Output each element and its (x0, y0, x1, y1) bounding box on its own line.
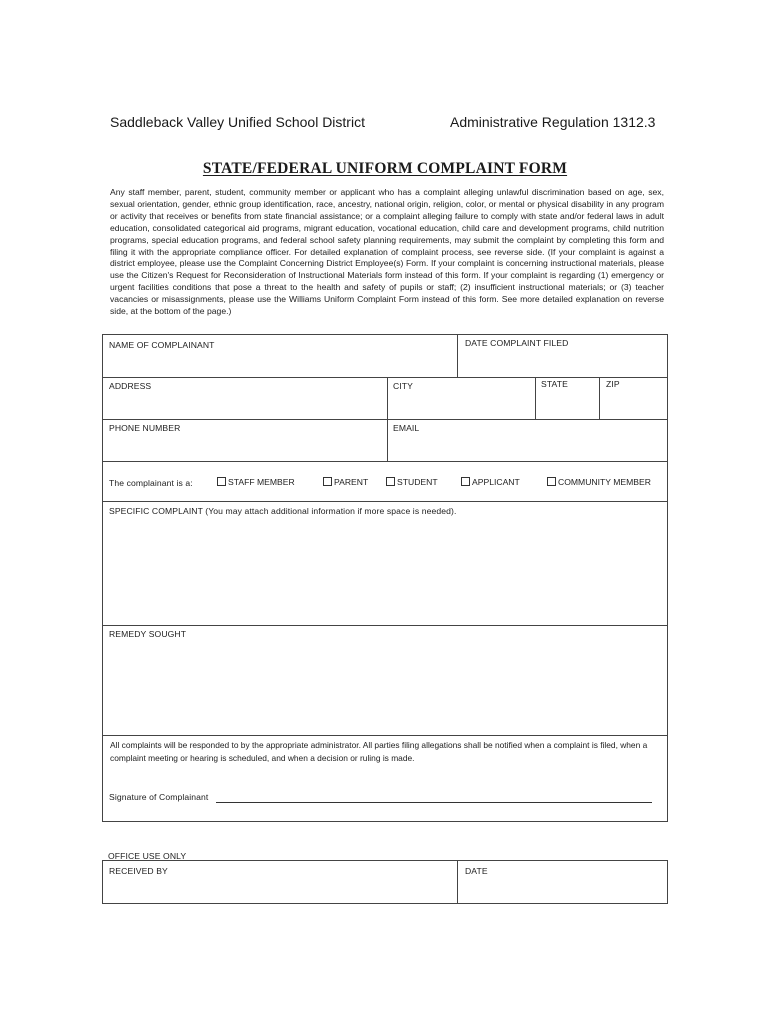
checkbox-label: COMMUNITY MEMBER (558, 477, 651, 487)
checkbox-square (547, 477, 556, 486)
received-by-field[interactable]: RECEIVED BY (109, 866, 168, 876)
applicant-checkbox[interactable] (461, 477, 520, 487)
response-note: All complaints will be responded to by the appropriate administrator. All parties filing allegations shall be notified when a complaint is filed, when a complaint meeting or hearing is scheduled, and when a decision or ruling is made. (110, 740, 648, 763)
checkbox-label: STUDENT (397, 477, 438, 487)
district-name: Saddleback Valley Unified School District (110, 114, 365, 130)
complainant-type-label: The complainant is a: (109, 478, 193, 488)
specific-complaint-field[interactable]: SPECIFIC COMPLAINT (You may attach additional information if more space is needed). (109, 506, 457, 516)
checkbox-label: STAFF MEMBER (228, 477, 295, 487)
divider (599, 377, 600, 419)
date-complaint-filed-field[interactable]: DATE COMPLAINT FILED (465, 338, 569, 348)
divider (457, 335, 458, 377)
form-title-text: STATE/FEDERAL UNIFORM COMPLAINT FORM (202, 160, 568, 177)
address-field[interactable]: ADDRESS (109, 381, 152, 391)
divider (103, 419, 667, 420)
office-use-box (102, 860, 668, 904)
divider (535, 377, 536, 419)
name-of-complainant-field[interactable]: NAME OF COMPLAINANT (109, 340, 215, 350)
intro-paragraph: Any staff member, parent, student, community member or applicant who has a complaint alleging unlawful discrimination based on age, sex, sexual orientation, gender, ethnic group identification, race, ancestry, national origin, religion, color, or mental or physical disability in any program or activity that receives or benefits from state financial assistance; or a complaint alleging failure to comply with state and/or federal laws in adult education, consolidated categorical aid programs, migrant education, vocational education, child care and development programs, child nutrition programs, special education programs, and federal school safety planning requirements, may submit the complaint by completing this form and filing it with the appropriate compliance officer. For detailed explanation of complaint process, see reverse side. (If your complaint is against a district employee, please use the Complaint Concerning District Employee(s) Form. If your complaint is concerning instructional materials, please use the Citizen's Request for Reconsideration of Instructional Materials form instead of this form. If your complaint is regarding (1) emergency or urgent facilities conditions that pose a threat to the health and safety of pupils or staff; (2) insufficient instructional materials; or (3) teacher vacancies or misassignments, please use the Williams Uniform Complaint Form instead of this form. See more detailed explanation on reverse side, at the bottom of the page.) (110, 187, 664, 317)
signature-label: Signature of Complainant (109, 792, 209, 802)
divider (387, 419, 388, 461)
complaint-form-box (102, 334, 668, 822)
phone-number-field[interactable]: PHONE NUMBER (109, 423, 181, 433)
state-field[interactable]: STATE (541, 379, 568, 389)
divider (103, 735, 667, 736)
divider (103, 625, 667, 626)
staff-member-checkbox[interactable] (217, 477, 295, 487)
checkbox-square (386, 477, 395, 486)
city-field[interactable]: CITY (393, 381, 413, 391)
regulation-number: Administrative Regulation 1312.3 (450, 114, 656, 130)
remedy-sought-field[interactable]: REMEDY SOUGHT (109, 629, 187, 639)
divider (457, 861, 458, 903)
checkbox-label: APPLICANT (472, 477, 520, 487)
student-checkbox[interactable] (386, 477, 438, 487)
signature-line[interactable] (216, 802, 652, 803)
divider (103, 501, 667, 502)
checkbox-square (461, 477, 470, 486)
divider (387, 377, 388, 419)
divider (103, 461, 667, 462)
checkbox-label: PARENT (334, 477, 369, 487)
parent-checkbox[interactable] (323, 477, 368, 487)
checkbox-square (323, 477, 332, 486)
checkbox-square (217, 477, 226, 486)
divider (103, 377, 667, 378)
community-member-checkbox[interactable] (547, 477, 651, 487)
form-title (0, 160, 770, 178)
email-field[interactable]: EMAIL (393, 423, 420, 433)
office-date-field[interactable]: DATE (465, 866, 488, 876)
office-use-heading: OFFICE USE ONLY (108, 851, 187, 861)
zip-field[interactable]: ZIP (606, 379, 620, 389)
